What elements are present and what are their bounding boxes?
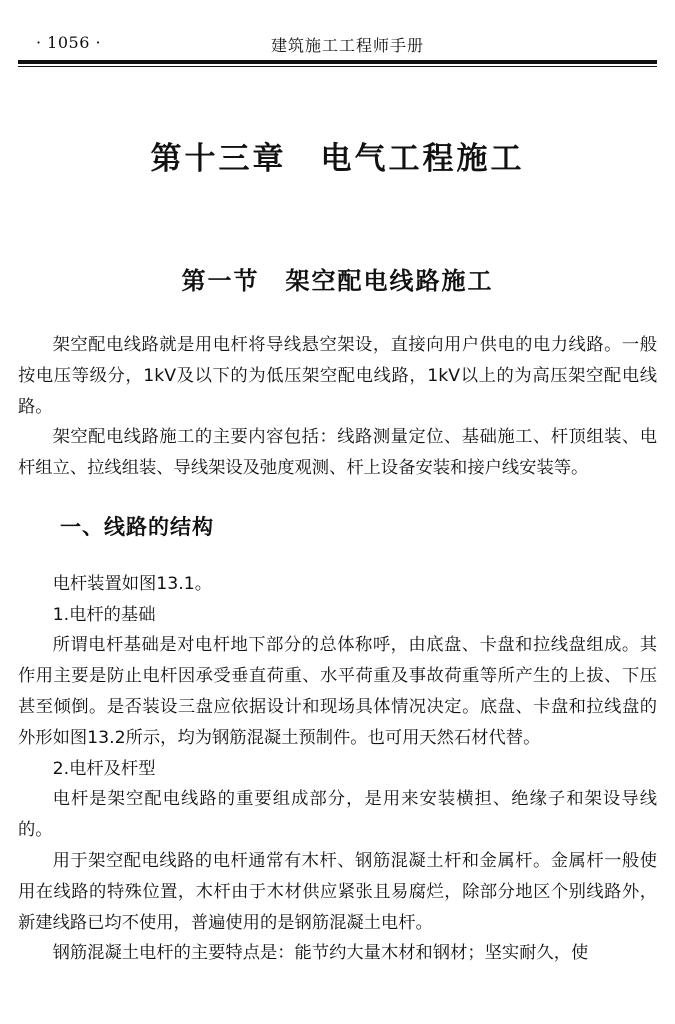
paragraph: 电杆装置如图13.1。 [52,573,213,594]
paragraph: 架空配电线路施工的主要内容包括：线路测量定位、基础施工、杆顶组装、电杆组立、拉线组装、导线架设及弛度观测、杆上设备安装和接户线安装等。 [18,427,657,479]
subheading: 一、线路的结构 [60,514,214,539]
paragraph: 钢筋混凝土电杆的主要特点是：能节约大量木材和钢材；坚实耐久，使 [52,943,589,964]
page-number: · 1056 · [36,33,102,52]
header-rule-thick [18,60,657,64]
paragraph: 用于架空配电线路的电杆通常有木杆、钢筋混凝土杆和金属杆。金属杆一般使用在线路的特殊位置，木杆由于木材供应紧张且易腐烂，除部分地区个别线路外，新建线路已均不使用，普遍使用的是钢筋混凝土电杆。 [18,850,657,933]
body-text [18,330,657,969]
header-rule-thin [18,66,657,67]
paragraph: 所谓电杆基础是对电杆地下部分的总体称呼，由底盘、卡盘和拉线盘组成。其作用主要是防止电杆因承受垂直荷重、水平荷重及事故荷重等所产生的上拔、下压甚至倾倒。是否装设三盘应依据设计和现场具体情况决定。底盘、卡盘和拉线盘的外形如图13.2所示，均为钢筋混凝土预制件。也可用天然石材代替。 [18,635,657,748]
chapter-title: 第十三章 电气工程施工 [150,141,525,177]
paragraph: 架空配电线路就是用电杆将导线悬空架设，直接向用户供电的电力线路。一般按电压等级分，1kV及以下的为低压架空配电线路，1kV以上的为高压架空配电线路。 [18,335,657,417]
numbered-heading: 1.电杆的基础 [52,604,156,625]
numbered-heading: 2.电杆及杆型 [52,758,156,779]
page-header [18,33,657,59]
section-title: 第一节 架空配电线路施工 [181,267,494,295]
paragraph: 电杆是架空配电线路的重要组成部分，是用来安装横担、绝缘子和架设导线的。 [18,789,657,841]
running-book-title: 建筑施工工程师手册 [270,36,424,55]
